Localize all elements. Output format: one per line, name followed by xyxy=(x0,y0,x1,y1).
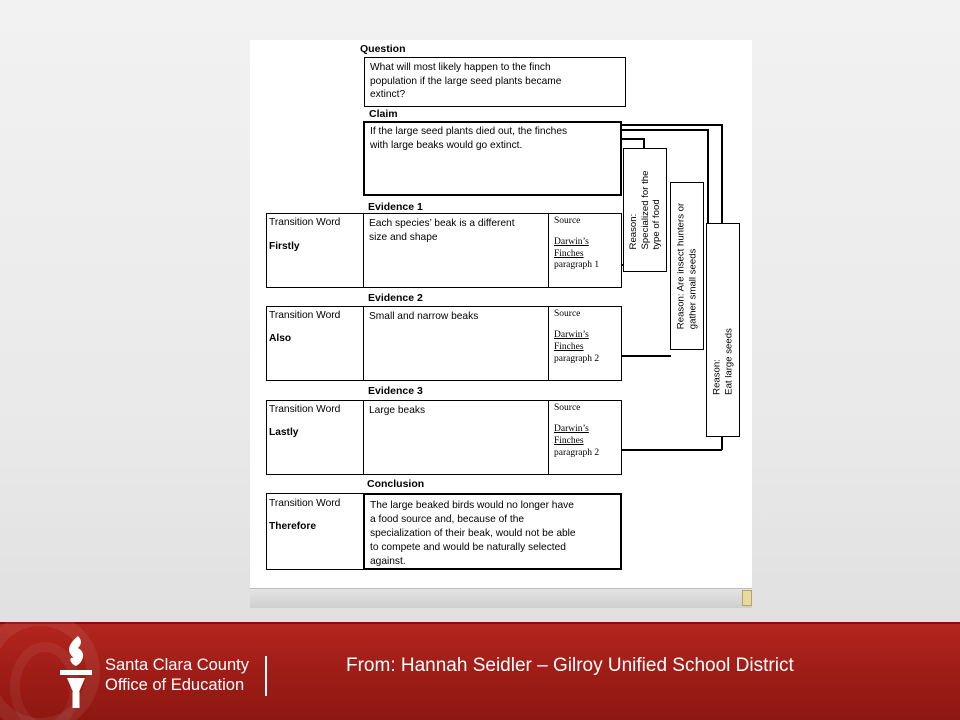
evidence-line: size and shape xyxy=(369,231,438,243)
source-paragraph: paragraph 2 xyxy=(554,448,600,458)
question-line: What will most likely happen to the finch xyxy=(370,62,551,73)
reason-box-3 xyxy=(706,223,740,437)
conclusion-box xyxy=(363,493,622,570)
claim-label: Claim xyxy=(369,108,398,120)
source-link[interactable] xyxy=(554,423,602,447)
torch-logo-icon xyxy=(58,634,94,708)
reason-text xyxy=(628,171,663,250)
evidence-1-box xyxy=(363,213,549,288)
transition-word-label: Transition Word xyxy=(269,498,341,509)
source-link-line: Finches xyxy=(554,342,584,352)
conclusion-line: The large beaked birds would no longer have xyxy=(370,500,574,511)
source-paragraph: paragraph 2 xyxy=(554,354,600,364)
evidence-2-label: Evidence 2 xyxy=(368,292,423,304)
claim-box xyxy=(363,121,622,196)
transition-word-value: Lastly xyxy=(269,427,299,438)
source-link-line: Darwin’s xyxy=(554,330,589,340)
question-text xyxy=(370,61,622,102)
source-label: Source xyxy=(554,403,581,413)
question-label: Question xyxy=(360,43,406,55)
reason-line: type of food xyxy=(650,199,662,250)
claim-text xyxy=(370,125,620,152)
transition-box-1 xyxy=(266,213,364,288)
org-name-line2: Office of Education xyxy=(105,676,245,694)
reason-text xyxy=(676,203,699,329)
evidence-3-label: Evidence 3 xyxy=(368,385,423,397)
source-paragraph: paragraph 1 xyxy=(554,260,600,270)
transition-word-label: Transition Word xyxy=(269,310,341,321)
transition-box-3 xyxy=(266,400,364,475)
source-label: Source xyxy=(554,309,581,319)
transition-box-conclusion xyxy=(266,493,364,570)
connector-line xyxy=(621,449,722,451)
reason-line: Eat large seeds xyxy=(723,328,734,395)
reason-line: Specialized for the xyxy=(639,170,651,250)
source-link-line: Darwin’s xyxy=(554,237,589,247)
document-screenshot xyxy=(250,40,752,608)
reason-line: Reason: xyxy=(711,359,723,395)
evidence-2-text xyxy=(369,310,547,324)
source-link-line: Finches xyxy=(554,249,584,259)
transition-word-value: Therefore xyxy=(269,521,316,532)
connector-line xyxy=(620,129,708,131)
source-box-3 xyxy=(548,400,622,475)
reason-box-1 xyxy=(623,148,667,272)
connector-line xyxy=(620,138,644,140)
organization-name xyxy=(105,655,249,695)
transition-word-value: Firstly xyxy=(269,241,300,252)
conclusion-line: against. xyxy=(370,556,406,567)
reason-line: Reason: xyxy=(627,213,639,250)
evidence-line: Large beaks xyxy=(369,405,426,416)
source-link-line: Darwin’s xyxy=(554,424,589,434)
conclusion-line: to compete and would be naturally selected xyxy=(370,542,566,553)
transition-word-label: Transition Word xyxy=(269,404,341,415)
conclusion-label: Conclusion xyxy=(367,478,425,490)
evidence-1-label: Evidence 1 xyxy=(368,201,423,213)
transition-box-2 xyxy=(266,306,364,381)
logo-divider xyxy=(265,656,267,696)
evidence-3-box xyxy=(363,400,549,475)
source-link[interactable] xyxy=(554,329,602,353)
question-line: population if the large seed plants became xyxy=(370,75,562,87)
transition-word-value: Also xyxy=(269,333,292,344)
source-link[interactable] xyxy=(554,236,602,260)
evidence-3-text xyxy=(369,404,547,418)
footer-divider xyxy=(0,622,960,624)
connector-line xyxy=(620,124,722,126)
conclusion-line: a food source and, because of the xyxy=(370,514,525,525)
attribution-text: From: Hannah Seidler – Gilroy Unified School District xyxy=(346,655,794,676)
source-label: Source xyxy=(554,216,581,226)
evidence-1-text xyxy=(369,217,547,244)
evidence-line: Each species’ beak is a different xyxy=(369,218,515,229)
evidence-line: Small and narrow beaks xyxy=(369,311,479,322)
question-line: extinct? xyxy=(370,89,406,100)
connector-line xyxy=(643,138,645,148)
footer-bar xyxy=(0,622,960,720)
horizontal-scrollbar[interactable] xyxy=(250,588,752,608)
reason-text xyxy=(712,328,735,395)
source-box-2 xyxy=(548,306,622,381)
transition-word-label: Transition Word xyxy=(269,217,341,228)
reason-line: gather small seeds xyxy=(687,248,698,330)
scroll-corner-icon xyxy=(742,590,752,606)
source-box-1 xyxy=(548,213,622,288)
connector-line xyxy=(707,129,709,223)
reason-line: Reason: Are insect hunters or xyxy=(675,202,687,330)
reason-box-2 xyxy=(670,182,704,350)
org-name-line1: Santa Clara County xyxy=(105,656,249,674)
question-box xyxy=(364,57,626,107)
conclusion-text xyxy=(370,499,622,569)
conclusion-line: specialization of their beak, would not be able xyxy=(370,528,576,539)
connector-line xyxy=(621,355,671,357)
claim-line: with large beaks would go extinct. xyxy=(370,139,523,151)
evidence-2-box xyxy=(363,306,549,381)
source-link-line: Finches xyxy=(554,436,584,446)
claim-line: If the large seed plants died out, the finches xyxy=(370,126,568,137)
